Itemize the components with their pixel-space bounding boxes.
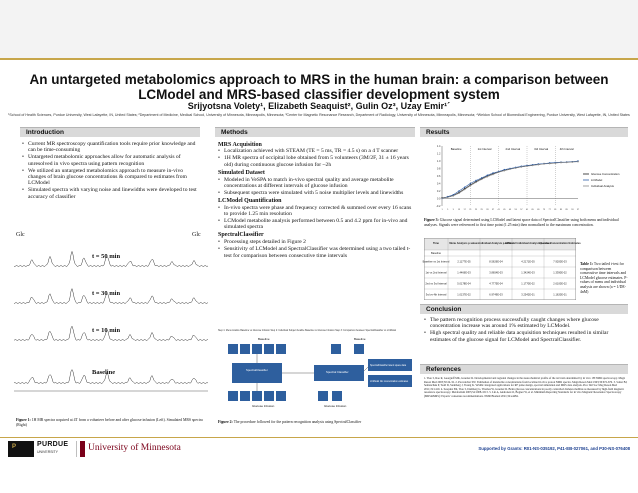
chart-series-line <box>442 162 578 198</box>
table-cell: 3rd vs 4th Interval <box>425 293 447 297</box>
flow-glucose-left: Glucose Infusion <box>252 404 275 408</box>
methods-header: Methods <box>215 127 415 137</box>
chart-point <box>492 172 493 173</box>
methods-bullet: • In-vivo spectra were phase and frequency corrected & summed over every 16 scans to provide 1.25 min resolution <box>218 205 414 218</box>
spectrum-label: Baseline <box>92 369 116 376</box>
spectrum-label: t = 50 min <box>92 253 121 260</box>
table-cell: 1.3390E-02 <box>553 271 567 275</box>
chart-x-tick-label: 45 <box>503 209 506 211</box>
poster-affiliations: ¹School of Health Sciences, Purdue University, West Lafayette, IN, United States; ²Department of Medicine, Medical School, University of Minnesota, Minneapolis, Minnesota; ³Center for Magnetic Resonance Research, Department of Radiology, University of Minnesota, Minneapolis, Minnesota; ⁴Weldon School of Biomedical Engineering, Purdue University, West Lafayette, IN, United States <box>8 113 630 117</box>
chart-y-tick-label: 0.0 <box>436 197 441 201</box>
figure-2-caption-text: The procedure followed for the pattern recognition analysis using SpectralClassifier <box>232 420 362 424</box>
intro-bullet: • We utilized an untargeted metabolomics approach to measure in-vivo changes of brain glucose concentrations & compared to estimates from LCModel <box>22 168 200 187</box>
chart-x-tick-label: 17 <box>463 209 466 211</box>
table-cell: 7.9200E-03 <box>553 260 567 264</box>
table-header-cell: LCModel Individual Analysis p-values <box>504 242 552 245</box>
chart-series-line <box>442 161 578 197</box>
classifier-heading: SpectralClassifier <box>218 232 264 239</box>
chart-x-tick-label: 97 <box>576 209 580 211</box>
results-table-grid <box>422 238 581 300</box>
chart-x-tick-label: 73 <box>542 209 546 211</box>
figure-3-caption <box>424 218 628 227</box>
table-1-caption <box>580 262 628 294</box>
funding-statement: Supported by Grants: R01-NS-035192, P41-EB-027061, and P30-NS-076408 <box>478 446 630 451</box>
chart-x-tick-label: 65 <box>531 209 534 211</box>
chart-point <box>549 163 550 164</box>
purdue-subtitle: UNIVERSITY <box>37 450 59 454</box>
table-cell: Baseline <box>431 252 441 255</box>
table-header-cell: Glucose Concentration Estimates <box>539 242 581 245</box>
methods-text <box>218 140 414 259</box>
table-cell: 1.4466E-03 <box>457 271 471 275</box>
spectrum-label: t = 30 min <box>92 290 121 297</box>
chart-point <box>509 169 510 170</box>
table-cell: 8.5626E-04 <box>489 260 503 264</box>
glc-label-left: Glc <box>16 232 25 238</box>
chart-point <box>543 163 544 164</box>
interval-label: 2nd Interval <box>505 147 521 151</box>
chart-point <box>555 163 556 164</box>
flow-box <box>228 344 238 354</box>
table-cell: 5.0178E-04 <box>457 282 471 286</box>
flow-box <box>332 391 342 401</box>
flow-box <box>240 391 250 401</box>
chart-point <box>475 182 476 183</box>
chart-point <box>475 180 476 181</box>
chart-x-tick-label: 89 <box>565 209 568 211</box>
table-cell: 1.0137E-02 <box>457 293 471 297</box>
methods-bullet: • Processing steps detailed in Figure 2 <box>218 239 414 245</box>
chart-point <box>498 172 499 173</box>
flow-arrow <box>364 367 368 371</box>
lcmodel-heading: LCModel Quantification <box>218 197 282 204</box>
conclusion-text <box>424 317 628 344</box>
figure-2-caption-label: Figure 2: <box>218 420 233 424</box>
chart-x-tick-label: 81 <box>554 209 557 211</box>
results-table <box>422 238 581 300</box>
chart-point <box>538 164 539 165</box>
flow-box <box>276 391 286 401</box>
flow-steps: Step 1: Menu Analize Baseline vs Glucose Infusion Step 2: Individual Subject Analize Baseline vs Glucose Infusion Step 3: Comparison between SpectralClassifier vs LCModel <box>218 330 397 332</box>
chart-y-tick-label: 0.6 <box>436 175 441 178</box>
umn-logo-icon <box>80 441 85 457</box>
chart-x-tick-label: 85 <box>559 209 563 211</box>
table-cell: 6.9749E-03 <box>489 293 503 297</box>
interval-label: 1st Interval <box>477 147 492 151</box>
chart-x-tick-label: 9 <box>452 209 454 211</box>
acquisition-heading: MRS Acquisition <box>218 141 262 148</box>
chart-y-tick-label: 0.8 <box>436 167 441 171</box>
umn-wordmark: University of Minnesota <box>88 443 181 453</box>
chart-point <box>487 175 488 176</box>
purdue-logo-mark: P <box>12 444 17 450</box>
chart-x-tick-label: 61 <box>525 209 529 211</box>
chart-y-tick-label: 1.2 <box>436 152 441 156</box>
references-header: References <box>420 364 628 374</box>
chart-x-tick-label: 29 <box>480 209 483 211</box>
bottom-margin <box>0 462 638 493</box>
chart-y-tick-label: 0.2 <box>436 190 441 193</box>
table-cell: 1.3424E-03 <box>521 271 535 275</box>
chart-point <box>464 189 465 190</box>
methods-bullet: • LCModel metabolite analysis performed between 0.5 and 4.2 ppm for in-vivo and simulated spectra <box>218 218 414 231</box>
header-rule <box>0 58 638 60</box>
poster-authors: Srijyotsna Volety¹, Elizabeth Seaquist², Gulin Oz³, Uzay Emir¹´ <box>187 101 451 111</box>
flow-box <box>240 344 250 354</box>
figure-1-caption <box>16 418 208 427</box>
methods-bullet: • Localization achieved with STEAM (TE = 5 ms, TR = 4.5 s) on a 4 T scanner <box>218 148 414 154</box>
chart-point <box>458 193 459 194</box>
chart-y-tick-label: 1.0 <box>436 160 441 163</box>
legend-label: Individual Analysis <box>591 184 614 188</box>
flow-box <box>228 391 238 401</box>
table-1-caption-text: Two tailed t-test for comparison between consecutive time intervals and LCModel glucose estimates. P-values of menu and individual analysis are shown (a = 1/DE-4nM) <box>580 262 628 294</box>
methods-bullet: • Subsequent spectra were simulated with 5 noise multiplier levels and linewidths <box>218 190 414 196</box>
table-1-caption-label: Table 1: <box>580 262 594 266</box>
flow-box <box>264 344 274 354</box>
glucose-chart <box>428 140 624 216</box>
intro-bullet: • Current MR spectroscopy quantification tools require prior knowledge and can be time-consuming <box>22 141 200 154</box>
figure-3-caption-label: Figure 3: <box>424 218 439 222</box>
table-cell: 4.2171E-05 <box>521 260 535 264</box>
flow-baseline-right: Baseline <box>354 337 366 341</box>
intro-bullet: • Untargeted metabolomic approaches allow for automatic analysis of unresolved in vivo spectra using pattern recognition <box>22 154 200 167</box>
flow-box <box>276 344 286 354</box>
table-cell: 2nd vs 3rd Interval <box>425 282 447 286</box>
conclusion-header: Conclusion <box>420 304 628 314</box>
chart-x-tick-label: 53 <box>514 209 517 211</box>
chart-series-line <box>442 161 578 199</box>
figure-2 <box>216 327 416 425</box>
chart-x-tick-label: 77 <box>548 209 551 211</box>
table-header-cell: Menu Analysis p-values <box>449 242 479 245</box>
chart-x-tick-label: 37 <box>491 209 495 211</box>
glc-label-right: Glc <box>192 232 201 238</box>
chart-point <box>447 197 448 198</box>
table-cell: 1.1770E-02 <box>521 282 535 286</box>
flow-box <box>252 344 262 354</box>
footer-rule <box>0 437 638 438</box>
lcmodel-box-label: LCModel Glc concentration estimates <box>370 381 409 383</box>
spectrum-label: t = 10 min <box>92 327 121 334</box>
chart-point <box>464 187 465 188</box>
introduction-header: Introduction <box>20 127 200 137</box>
chart-x-tick-label: 21 <box>469 209 472 211</box>
legend-label: LCModel <box>591 178 603 182</box>
chart-x-tick-label: 93 <box>571 209 574 211</box>
flow-box <box>331 344 341 354</box>
interval-label: 3rd Interval <box>534 147 549 151</box>
chart-y-tick-label: 0.4 <box>436 182 441 186</box>
table-cell: Baseline vs 1st Interval <box>422 260 450 264</box>
chart-point <box>481 177 482 178</box>
legend-label: Glucose Concentration <box>591 172 620 176</box>
flow-baseline-left: Baseline <box>258 337 270 341</box>
chart-point <box>458 190 459 191</box>
chart-point <box>481 179 482 180</box>
chart-point <box>487 176 488 177</box>
chart-point <box>526 166 527 167</box>
chart-x-tick-label: 13 <box>457 209 461 211</box>
chart-x-tick-label: 57 <box>520 209 523 211</box>
chart-x-tick-label: 1 <box>441 209 443 211</box>
flowchart <box>216 327 416 425</box>
table-header-cell: Individual Analysis p-values <box>478 242 514 245</box>
top-band <box>0 0 638 58</box>
footer-separator <box>76 441 77 457</box>
figure-1-caption-label: Figure 1: <box>16 418 31 422</box>
table-cell: 4.7775E-04 <box>489 282 503 286</box>
methods-bullet: • 1H MR spectra of occipital lobe obtained from 5 volunteers (3M/2F, 31 ± 16 years old) during continuous glucose infusion for ~2h <box>218 155 414 168</box>
table-header-cell: Time <box>432 242 440 245</box>
chart-point <box>566 162 567 163</box>
chart-point <box>532 165 533 166</box>
flow-box <box>264 391 274 401</box>
results-header: Results <box>420 127 628 137</box>
table-cell: 1st vs 2nd Interval <box>425 271 447 275</box>
methods-bullet: • Sensitivity of LCModel and SpectralClassifier was determined using a two tailed t-test for comparison between consecutive time intervals <box>218 246 414 259</box>
references-text: 1. Tkac I, Rao R, Georgieff MK, Gruetter R. Developmental and regional changes in the neurochemical profile of the rat brain determined by in vivo 1H NMR spectroscopy. Magn Reson Med 2003;50:24-32. 2. Provencher SW. Estimation of metabolite concentrations from localized in vivo proton NMR spectra. Magn Reson Med 1993;30:672-679. 3. Soher BJ, Semanchuk P, Todd D, Steinberg J, Young K. VeSPA: integrated applications for RF pulse design, spectral simulation and MRS data analysis. Proc Intl Soc Mag Reson Med 2011;19:1410. 4. Seaquist ER, Tkac I, Damberg G, Thomas W, Gruetter R. Brain glucose concentrations in poorly controlled diabetes mellitus as measured by high-field magnetic resonance spectroscopy. Metabolism 2005;54:1008-1013. 5. Lin A, Andronesi O, Bogner W, et al. Minimum Reporting Standards for in vivo Magnetic Resonance Spectroscopy (MRSinMRS): Experts' consensus recommendations. NMR Biomed 2021;34:e4484. <box>424 377 628 398</box>
chart-point <box>453 195 454 196</box>
chart-point <box>492 174 493 175</box>
chart-y-tick-label: 1.4 <box>436 145 441 148</box>
figure-2-caption <box>218 420 414 425</box>
classifier-box-right-label: SpectralClassifier latent space data <box>370 365 407 367</box>
table-cell: 3.2542E-01 <box>521 293 535 297</box>
chart-point <box>515 167 516 168</box>
flow-bottom-left-boxes <box>228 391 286 401</box>
classifier-box-left <box>232 363 282 383</box>
chart-point <box>560 162 561 163</box>
figure-1-caption-text: 1H MR spectra acquired at 4T from a volunteer before and after glucose infusion (Left). Simulated MRS spectra (Right) <box>16 418 203 427</box>
flow-box <box>354 344 364 354</box>
interval-label: 4th Interval <box>559 147 574 151</box>
flow-glucose-right: Glucose Infusion <box>324 404 347 408</box>
chart-x-tick-label: 69 <box>537 209 540 211</box>
chart-point <box>577 161 578 162</box>
flow-box <box>252 391 262 401</box>
chart-point <box>572 161 573 162</box>
table-cell: 2.1177E-05 <box>457 260 471 264</box>
figure-3-caption-text: Glucose signal determined using LCModel and latent space data of SpectralClassifier using both menu and individual analyses. Signals were referenced to first time point (1.25 min) then normalized to the maximum concentration. <box>424 218 619 227</box>
chart-y-tick-label: -0.2 <box>436 205 441 208</box>
chart-x-tick-label: 25 <box>474 209 478 211</box>
introduction-text <box>22 141 200 201</box>
purdue-wordmark: PURDUE <box>37 441 69 448</box>
spectra-plot <box>12 228 210 414</box>
poster-title: An untargeted metabolomics approach to MRS in the human brain: a comparison between LCModel and MRS-based classifier development system <box>29 72 609 102</box>
figure-3 <box>428 140 624 216</box>
chart-x-tick-label: 33 <box>486 209 489 211</box>
chart-point <box>441 197 442 198</box>
chart-point <box>470 183 471 184</box>
chart-x-tick-label: 49 <box>508 209 512 211</box>
figure-1 <box>12 228 210 414</box>
interval-label: Baseline <box>450 147 462 151</box>
classifier-box-left-label: SpectralClassifier <box>246 368 268 372</box>
chart-point <box>521 166 522 167</box>
intro-bullet: • Simulated spectra with varying noise and linewidths were developed to test accuracy of classifier <box>22 187 200 200</box>
flow-top-left-boxes <box>228 344 286 354</box>
conclusion-bullet: • High spectral quality and reliable data acquisition techniques resulted in similar estimates of the glucose signal for LCModel and SpectralClassifier. <box>424 330 628 343</box>
flow-box <box>318 391 328 401</box>
classifier-box-mid-label: Spectral Classifier <box>326 370 349 374</box>
methods-bullet: • Modeled in VeSPA to match in-vivo spectral quality and average metabolite concentrations at different intervals of glucose infusion <box>218 177 414 190</box>
simulated-heading: Simulated Dataset <box>218 169 265 176</box>
chart-x-tick-label: 5 <box>447 209 449 211</box>
conclusion-bullet: • The pattern recognition process successfully caught changes where glucose concentration increase was around 1% estimated by LCModel. <box>424 317 628 330</box>
table-cell: 3.8654E-03 <box>489 271 503 275</box>
chart-point <box>504 170 505 171</box>
table-cell: 2.6100E-02 <box>553 282 567 286</box>
table-cell: 1.1620E-01 <box>553 293 567 297</box>
chart-x-tick-label: 41 <box>497 209 500 211</box>
chart-point <box>470 185 471 186</box>
